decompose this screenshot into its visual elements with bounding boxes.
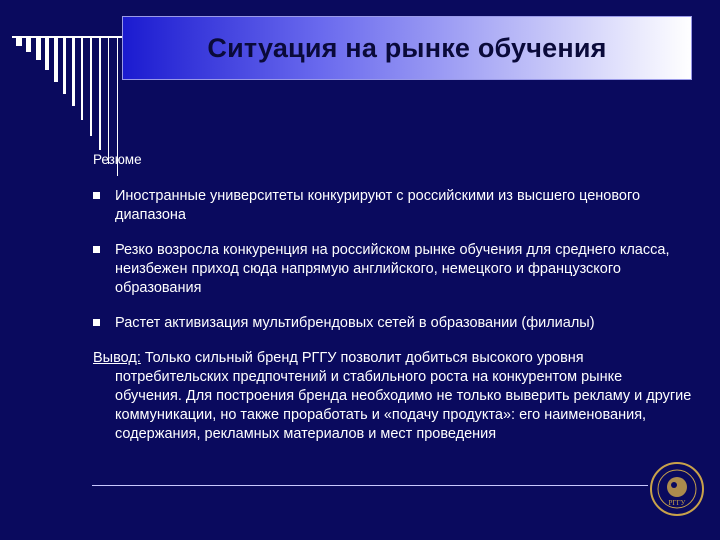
conclusion-label: Вывод: <box>93 350 141 366</box>
bullet-text: Растет активизация мультибрендовых сетей в образовании (филиалы) <box>115 315 595 331</box>
bullet-item <box>93 241 693 298</box>
stripe <box>26 36 31 52</box>
stripe <box>108 36 109 164</box>
bullet-item <box>93 187 693 225</box>
conclusion-paragraph <box>93 349 693 444</box>
stripe <box>54 36 58 82</box>
stripe <box>99 36 101 150</box>
university-seal-logo <box>648 460 706 518</box>
stripe <box>63 36 66 94</box>
stripe <box>90 36 92 136</box>
stripe <box>81 36 83 120</box>
bullet-item <box>93 314 693 333</box>
bullet-text: Иностранные университеты конкурируют с российскими из высшего ценового диапазона <box>115 188 641 223</box>
page-title: Ситуация на рынке обучения <box>207 32 607 63</box>
bullet-text: Резко возросла конкуренция на российском рынке обучения для среднего класса, неизбежен приход сюда напрямую английского, немецкого и французского образования <box>115 242 670 296</box>
stripe <box>45 36 49 70</box>
square-bullet-icon <box>93 319 100 326</box>
footer-divider <box>92 485 648 486</box>
title-banner <box>122 16 692 80</box>
square-bullet-icon <box>93 192 100 199</box>
stripe <box>72 36 75 106</box>
square-bullet-icon <box>93 246 100 253</box>
seal-text: РГГУ <box>668 499 686 507</box>
conclusion-text: Только сильный бренд РГГУ позволит добиться высокого уровня потребительских предпочтений и стабильного роста на конкурентом рынке обучения. Для построения бренда необходимо не только выверить рекламу и другие коммуникации, но также проработать и «подачу продукта»: его наименования, содержания, рекламных материалов и мест проведения <box>115 350 692 442</box>
stripe <box>36 36 41 60</box>
stripe <box>16 36 22 46</box>
slide-body <box>93 150 693 444</box>
section-label: Резюме <box>93 152 142 167</box>
